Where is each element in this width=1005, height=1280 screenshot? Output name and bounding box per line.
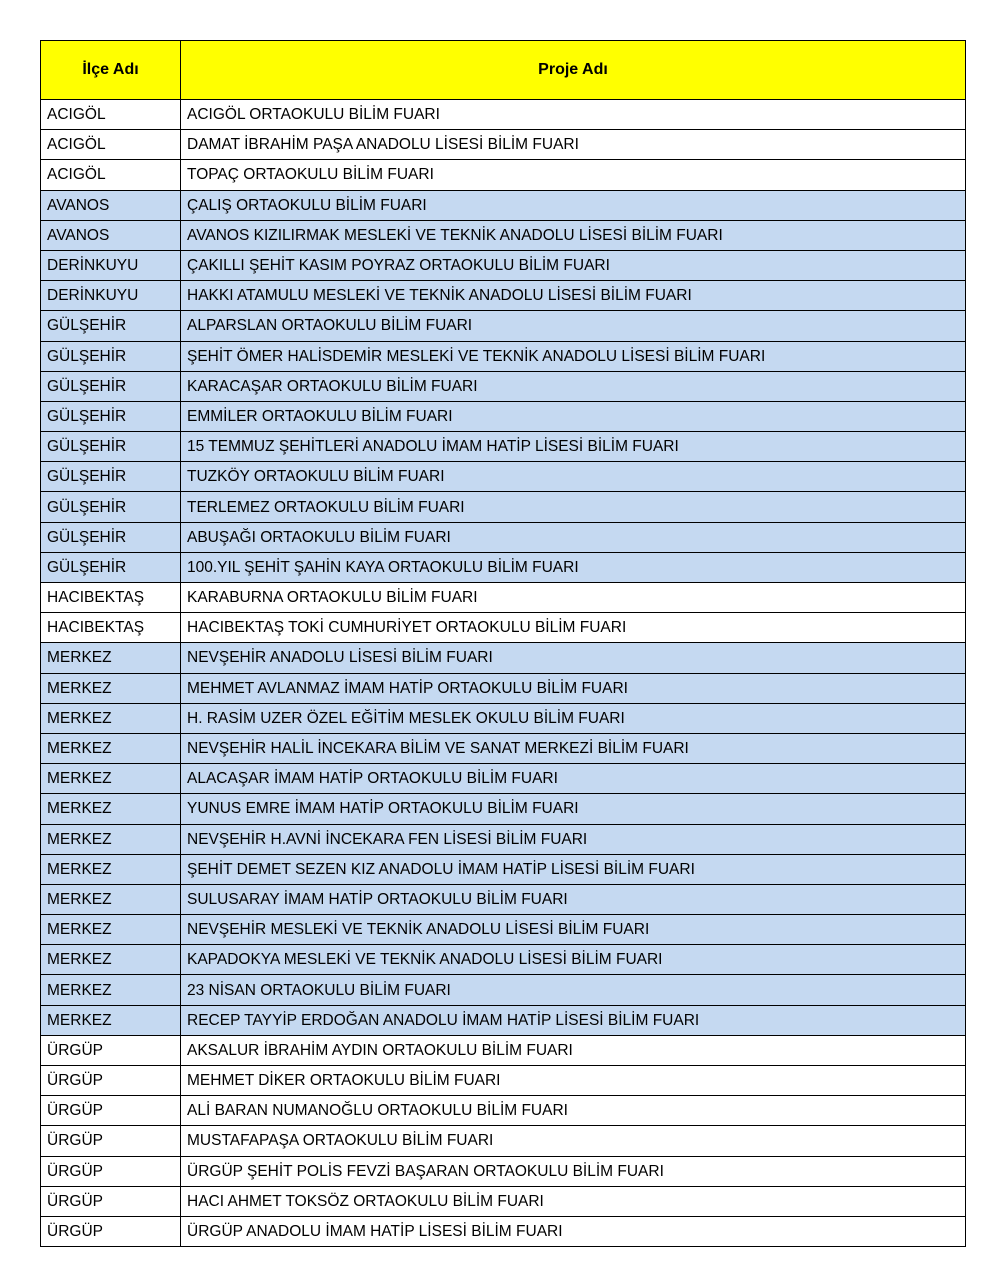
cell-district: MERKEZ [41, 673, 181, 703]
cell-project: NEVŞEHİR H.AVNİ İNCEKARA FEN LİSESİ BİLİM FUARI [181, 824, 966, 854]
table-body [41, 100, 966, 1247]
cell-project: HAKKI ATAMULU MESLEKİ VE TEKNİK ANADOLU LİSESİ BİLİM FUARI [181, 281, 966, 311]
cell-district: DERİNKUYU [41, 281, 181, 311]
cell-project: TUZKÖY ORTAOKULU BİLİM FUARI [181, 462, 966, 492]
table-row [41, 100, 966, 130]
cell-project: ŞEHİT DEMET SEZEN KIZ ANADOLU İMAM HATİP LİSESİ BİLİM FUARI [181, 854, 966, 884]
cell-district: GÜLŞEHİR [41, 552, 181, 582]
cell-district: ÜRGÜP [41, 1066, 181, 1096]
cell-district: MERKEZ [41, 703, 181, 733]
table-row [41, 462, 966, 492]
cell-project: ABUŞAĞI ORTAOKULU BİLİM FUARI [181, 522, 966, 552]
table-row [41, 643, 966, 673]
table-row [41, 522, 966, 552]
table-row [41, 1005, 966, 1035]
cell-project: AKSALUR İBRAHİM AYDIN ORTAOKULU BİLİM FUARI [181, 1035, 966, 1065]
cell-district: GÜLŞEHİR [41, 432, 181, 462]
cell-district: ÜRGÜP [41, 1186, 181, 1216]
table-row [41, 130, 966, 160]
projects-table [40, 40, 966, 1247]
cell-project: H. RASİM UZER ÖZEL EĞİTİM MESLEK OKULU BİLİM FUARI [181, 703, 966, 733]
cell-district: DERİNKUYU [41, 250, 181, 280]
cell-project: YUNUS EMRE İMAM HATİP ORTAOKULU BİLİM FUARI [181, 794, 966, 824]
table-row [41, 975, 966, 1005]
cell-district: ÜRGÜP [41, 1126, 181, 1156]
cell-project: TOPAÇ ORTAOKULU BİLİM FUARI [181, 160, 966, 190]
cell-project: 100.YIL ŞEHİT ŞAHİN KAYA ORTAOKULU BİLİM FUARI [181, 552, 966, 582]
cell-project: NEVŞEHİR MESLEKİ VE TEKNİK ANADOLU LİSESİ BİLİM FUARI [181, 915, 966, 945]
cell-district: GÜLŞEHİR [41, 522, 181, 552]
table-row [41, 583, 966, 613]
cell-district: MERKEZ [41, 945, 181, 975]
cell-project: ÇAKILLI ŞEHİT KASIM POYRAZ ORTAOKULU BİLİM FUARI [181, 250, 966, 280]
table-row [41, 371, 966, 401]
table-row [41, 764, 966, 794]
cell-project: DAMAT İBRAHİM PAŞA ANADOLU LİSESİ BİLİM FUARI [181, 130, 966, 160]
cell-district: GÜLŞEHİR [41, 401, 181, 431]
cell-project: ŞEHİT ÖMER HALİSDEMİR MESLEKİ VE TEKNİK ANADOLU LİSESİ BİLİM FUARI [181, 341, 966, 371]
cell-district: GÜLŞEHİR [41, 341, 181, 371]
cell-district: ÜRGÜP [41, 1216, 181, 1246]
cell-project: NEVŞEHİR HALİL İNCEKARA BİLİM VE SANAT MERKEZİ BİLİM FUARI [181, 733, 966, 763]
cell-district: MERKEZ [41, 764, 181, 794]
cell-project: 15 TEMMUZ ŞEHİTLERİ ANADOLU İMAM HATİP LİSESİ BİLİM FUARI [181, 432, 966, 462]
table-row [41, 1186, 966, 1216]
cell-project: HACI AHMET TOKSÖZ ORTAOKULU BİLİM FUARI [181, 1186, 966, 1216]
table-row [41, 341, 966, 371]
cell-project: KARACAŞAR ORTAOKULU BİLİM FUARI [181, 371, 966, 401]
cell-project: ALİ BARAN NUMANOĞLU ORTAOKULU BİLİM FUARI [181, 1096, 966, 1126]
cell-project: RECEP TAYYİP ERDOĞAN ANADOLU İMAM HATİP LİSESİ BİLİM FUARI [181, 1005, 966, 1035]
cell-project: EMMİLER ORTAOKULU BİLİM FUARI [181, 401, 966, 431]
cell-project: NEVŞEHİR ANADOLU LİSESİ BİLİM FUARI [181, 643, 966, 673]
table-row [41, 432, 966, 462]
cell-project: MUSTAFAPAŞA ORTAOKULU BİLİM FUARI [181, 1126, 966, 1156]
table-row [41, 824, 966, 854]
table-row [41, 1096, 966, 1126]
cell-project: MEHMET AVLANMAZ İMAM HATİP ORTAOKULU BİLİM FUARI [181, 673, 966, 703]
table-row [41, 311, 966, 341]
table-header [41, 41, 966, 100]
cell-project: HACIBEKTAŞ TOKİ CUMHURİYET ORTAOKULU BİLİM FUARI [181, 613, 966, 643]
cell-project: ALPARSLAN ORTAOKULU BİLİM FUARI [181, 311, 966, 341]
table-row [41, 1066, 966, 1096]
cell-district: GÜLŞEHİR [41, 371, 181, 401]
table-row [41, 552, 966, 582]
table-row [41, 1035, 966, 1065]
cell-project: ÇALIŞ ORTAOKULU BİLİM FUARI [181, 190, 966, 220]
cell-project: TERLEMEZ ORTAOKULU BİLİM FUARI [181, 492, 966, 522]
cell-project: AVANOS KIZILIRMAK MESLEKİ VE TEKNİK ANADOLU LİSESİ BİLİM FUARI [181, 220, 966, 250]
cell-district: ACIGÖL [41, 130, 181, 160]
table-row [41, 733, 966, 763]
table-header-row [41, 41, 966, 100]
cell-district: AVANOS [41, 190, 181, 220]
table-row [41, 190, 966, 220]
cell-district: MERKEZ [41, 915, 181, 945]
table-row [41, 794, 966, 824]
cell-project: KAPADOKYA MESLEKİ VE TEKNİK ANADOLU LİSESİ BİLİM FUARI [181, 945, 966, 975]
cell-project: SULUSARAY İMAM HATİP ORTAOKULU BİLİM FUARI [181, 884, 966, 914]
table-row [41, 1126, 966, 1156]
cell-project: ALACAŞAR İMAM HATİP ORTAOKULU BİLİM FUARI [181, 764, 966, 794]
cell-district: HACIBEKTAŞ [41, 613, 181, 643]
table-row [41, 1216, 966, 1246]
table-row [41, 160, 966, 190]
cell-project: KARABURNA ORTAOKULU BİLİM FUARI [181, 583, 966, 613]
table-row [41, 401, 966, 431]
table-row [41, 703, 966, 733]
cell-district: GÜLŞEHİR [41, 311, 181, 341]
cell-district: ÜRGÜP [41, 1035, 181, 1065]
cell-district: MERKEZ [41, 794, 181, 824]
table-row [41, 492, 966, 522]
cell-project: 23 NİSAN ORTAOKULU BİLİM FUARI [181, 975, 966, 1005]
table-row [41, 613, 966, 643]
cell-district: MERKEZ [41, 1005, 181, 1035]
cell-district: MERKEZ [41, 884, 181, 914]
cell-district: HACIBEKTAŞ [41, 583, 181, 613]
cell-district: GÜLŞEHİR [41, 462, 181, 492]
cell-project: ÜRGÜP ANADOLU İMAM HATİP LİSESİ BİLİM FUARI [181, 1216, 966, 1246]
cell-project: ÜRGÜP ŞEHİT POLİS FEVZİ BAŞARAN ORTAOKULU BİLİM FUARI [181, 1156, 966, 1186]
cell-project: MEHMET DİKER ORTAOKULU BİLİM FUARI [181, 1066, 966, 1096]
cell-district: ÜRGÜP [41, 1096, 181, 1126]
table-row [41, 281, 966, 311]
cell-project: ACIGÖL ORTAOKULU BİLİM FUARI [181, 100, 966, 130]
cell-district: ÜRGÜP [41, 1156, 181, 1186]
table-row [41, 945, 966, 975]
cell-district: GÜLŞEHİR [41, 492, 181, 522]
table-row [41, 220, 966, 250]
column-header-district: İlçe Adı [41, 41, 181, 100]
cell-district: ACIGÖL [41, 100, 181, 130]
cell-district: MERKEZ [41, 854, 181, 884]
cell-district: AVANOS [41, 220, 181, 250]
table-row [41, 1156, 966, 1186]
table-row [41, 673, 966, 703]
cell-district: MERKEZ [41, 733, 181, 763]
table-row [41, 250, 966, 280]
cell-district: MERKEZ [41, 643, 181, 673]
table-row [41, 884, 966, 914]
cell-district: MERKEZ [41, 975, 181, 1005]
column-header-project: Proje Adı [181, 41, 966, 100]
cell-district: ACIGÖL [41, 160, 181, 190]
table-row [41, 915, 966, 945]
cell-district: MERKEZ [41, 824, 181, 854]
table-row [41, 854, 966, 884]
